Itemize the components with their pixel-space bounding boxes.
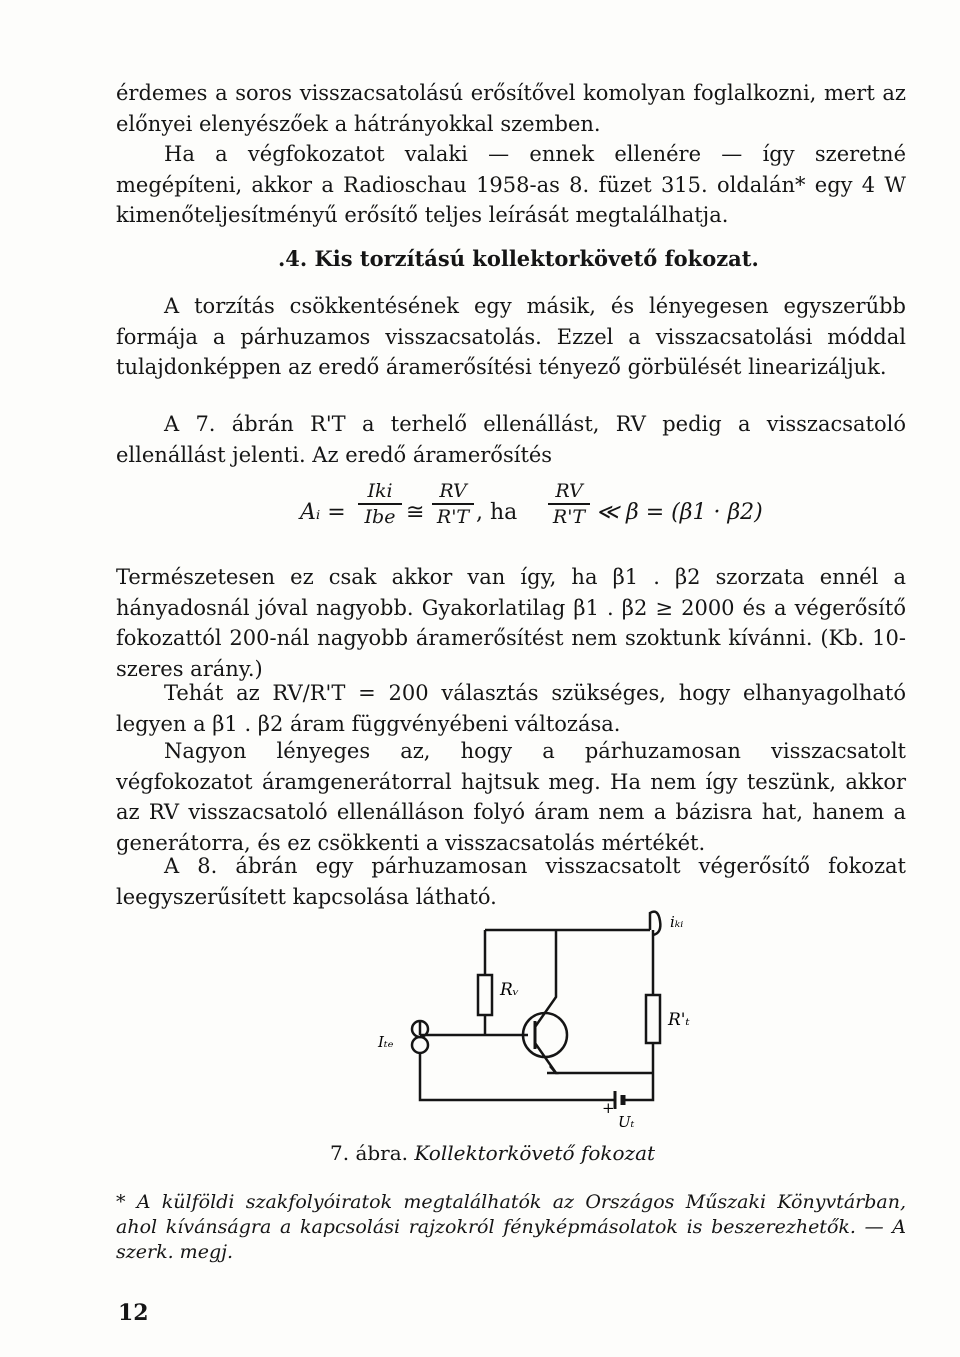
- figure-caption-text: Kollektorkövető fokozat: [414, 1141, 656, 1165]
- fraction-bar: [548, 503, 590, 505]
- label-rv: Rᵥ: [500, 980, 520, 1000]
- label-ut: Uₜ: [618, 1113, 635, 1131]
- fraction-bar: [432, 503, 474, 505]
- current-gain-formula: [300, 478, 780, 558]
- label-rt: R'ₜ: [668, 1010, 690, 1030]
- paragraph-parallel-feedback: A torzítás csökkentésének egy másik, és lényegesen egyszerűbb formája a párhuzamos visszacsatolás. Ezzel a visszacsatolási móddal tulajdonképpen az eredő áramerősítési tényező görbülését linearizáljuk.: [116, 294, 906, 379]
- formula-approx-sign: ≅: [406, 500, 425, 525]
- paragraph-intro: érdemes a soros visszacsatolású erősítővel komolyan foglalkozni, mert az előnyei elenyészőek a hátrányokkal szemben.: [116, 81, 906, 136]
- formula-fraction-denominator: R'T: [436, 505, 470, 528]
- paragraph-current-generator: Nagyon lényeges az, hogy a párhuzamosan visszacsatolt végfokozatot áramgenerátorral hajtsuk meg. Ha nem így teszünk, akkor az RV visszacsatoló ellenálláson folyó áram nem a bázisra hat, hanem a generátorra, és ez csökkenti a visszacsatolás mértékét.: [116, 739, 906, 855]
- formula-fraction-denominator: R'T: [552, 505, 586, 528]
- label-iki: iₖᵢ: [670, 913, 684, 931]
- formula-fraction-numerator: RV: [439, 480, 467, 502]
- fraction-bar: [358, 503, 402, 505]
- formula-fraction-numerator: Iki: [367, 480, 393, 502]
- formula-fraction-numerator: RV: [555, 480, 583, 502]
- output-current-arrow-wire: [650, 912, 660, 935]
- bottom-wire-left: [420, 1053, 615, 1100]
- paragraph-beta-product: Természetesen ez csak akkor van így, ha β1 . β2 szorzata ennél a hányadosnál jóval nagyobb. Gyakorlatilag β1 . β2 ≥ 2000 és a végerősítő fokozattól 200-nál nagyobb áramerősítést nem szoktunk kívánni. (Kb. 10-szeres arány.): [116, 565, 906, 681]
- formula-fraction-current: [358, 480, 402, 528]
- feedback-resistor-rv: [478, 975, 492, 1015]
- formula-lhs: Aᵢ =: [300, 500, 346, 525]
- formula-condition-word: , ha: [476, 500, 518, 525]
- page-number: 12: [118, 1300, 149, 1326]
- load-resistor-rt: [646, 995, 660, 1043]
- collector-follower-schematic: [370, 905, 730, 1135]
- transistor-collector-lead: [535, 930, 556, 1027]
- paragraph-ratio-choice: Tehát az RV/R'T = 200 választás szükséges, hogy elhanyagolható legyen a β1 . β2 áram függvényébeni változása.: [116, 681, 906, 736]
- formula-fraction-resistance: [432, 480, 474, 528]
- figure-caption-number: 7. ábra.: [330, 1141, 409, 1165]
- paragraph-radioschau: Ha a végfokozatot valaki — ennek ellenére — így szeretné megépíteni, akkor a Radioschau 1958-as 8. füzet 315. oldalán* egy 4 W kimenőteljesítményű erősítő teljes leírását megtalálhatja.: [116, 142, 906, 227]
- section-heading: .4. Kis torzítású kollektorkövető fokozat.: [278, 246, 759, 271]
- paragraph-figure-8: A 8. ábrán egy párhuzamosan visszacsatolt végerősítő fokozat leegyszerűsített kapcsolása látható.: [116, 854, 906, 909]
- label-plus: +: [602, 1099, 615, 1117]
- figure-caption: [330, 1141, 655, 1165]
- label-ibe: Iₜₑ: [378, 1033, 394, 1051]
- formula-fraction-condition: [548, 480, 590, 528]
- current-source-lower: [412, 1037, 428, 1053]
- formula-rhs: ≪ β = (β1 · β2): [596, 500, 763, 525]
- paragraph-figure-reference: A 7. ábrán R'T a terhelő ellenállást, RV pedig a visszacsatoló ellenállást jelenti. Az eredő áramerősítés: [116, 412, 906, 467]
- bottom-wire-right: [623, 1073, 653, 1100]
- transistor-body: [523, 1013, 567, 1057]
- formula-fraction-denominator: Ibe: [364, 505, 396, 528]
- footnote: * A külföldi szakfolyóiratok megtalálhatók az Országos Műszaki Könyvtárban, ahol kívánságra a kapcsolási rajzokról fényképmásolatok is beszerezhetők. — A szerk. megj.: [116, 1191, 906, 1263]
